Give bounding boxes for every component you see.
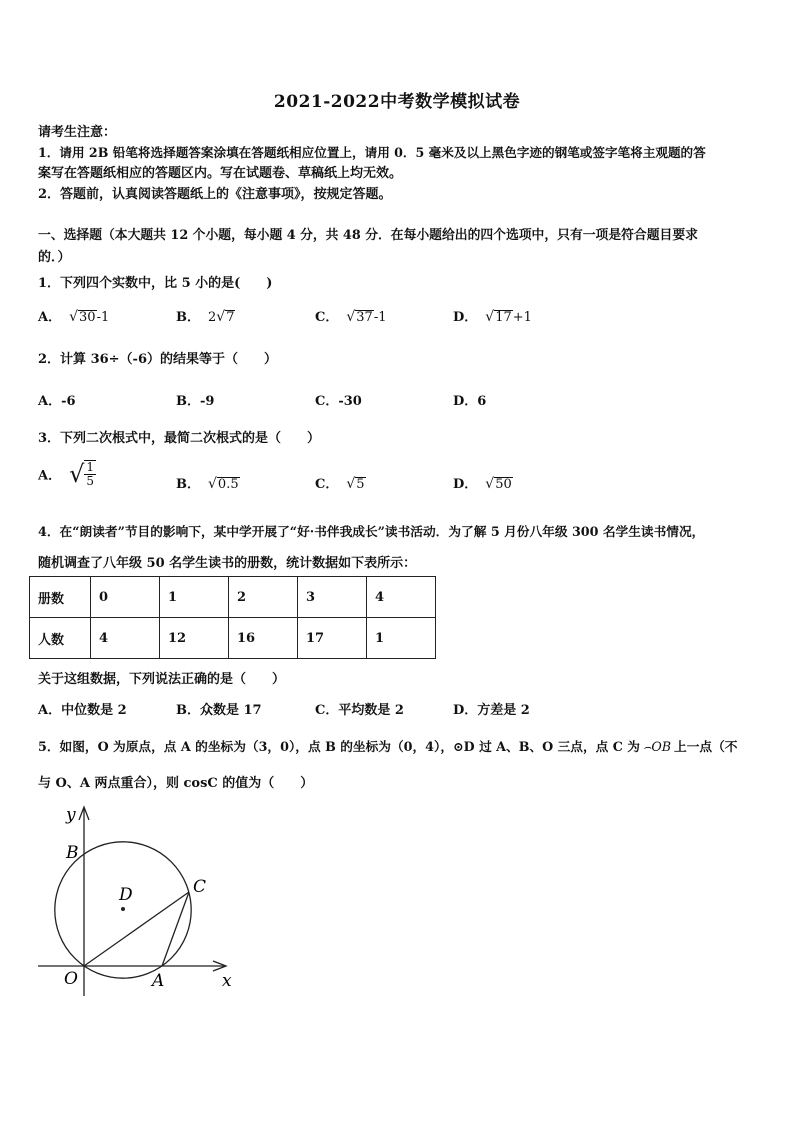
q1-option-d (453, 306, 532, 325)
label-o: O (64, 969, 78, 989)
q5-stem-line-1-start: 5．如图，O 为原点，点 A 的坐标为（3，0），点 B 的坐标为（0，4），⊙D 过 A、B、O 三点，点 C 为 (38, 739, 640, 754)
radical-sign-icon: √ (485, 309, 495, 325)
q4-stem-line-2: 随机调查了八年级 50 名学生读书的册数，统计数据如下表所示： (38, 556, 417, 571)
q1-option-a-label: A． (38, 310, 62, 325)
q3-option-c-label: C． (315, 477, 339, 492)
radical-sign-icon: √ (69, 309, 79, 325)
q2-stem: 2．计算 36÷（-6）的结果等于（ ） (38, 352, 277, 367)
table-cell: 0 (91, 577, 160, 618)
q4-option-b: B．众数是 17 (176, 703, 262, 718)
radical-sign-icon: √ (485, 476, 495, 492)
q1-option-c-radicand: 37 (356, 310, 373, 325)
label-c: C (193, 877, 207, 897)
q3-option-c (315, 473, 366, 492)
section-1-heading-line-2: 的．） (38, 250, 71, 265)
table-cell: 1 (367, 618, 436, 659)
q3-option-a-numerator: 1 (86, 460, 95, 474)
section-1-heading-line-1: 一、选择题（本大题共 12 个小题，每小题 4 分，共 48 分．在每小题给出的四个选项中，只有一项是符合题目要求 (38, 228, 698, 243)
q3-option-d-radicand: 50 (495, 477, 512, 492)
q3-option-b-label: B． (176, 477, 200, 492)
q3-option-c-radicand: 5 (356, 477, 365, 492)
segment-oc (84, 892, 189, 966)
table-cell: 4 (91, 618, 160, 659)
q3-stem: 3．下列二次根式中，最简二次根式的是（ ） (38, 431, 321, 446)
table-row (30, 577, 436, 618)
q3-option-d (453, 473, 513, 492)
q3-option-a-denominator: 5 (86, 474, 95, 489)
notice-item-2: 2．答题前，认真阅读答题纸上的《注意事项》，按规定答题。 (38, 187, 392, 202)
segment-ac (162, 892, 189, 966)
notice-item-1-line-1: 1．请用 2B 铅笔将选择题答案涂填在答题纸相应位置上，请用 0．5 毫米及以上黑色字迹的钢笔或签字笔将主观题的答 (38, 145, 706, 160)
q5-stem-line-2: 与 O、A 两点重合），则 cosC 的值为（ ） (38, 776, 314, 791)
q1-option-c-label: C． (315, 310, 339, 325)
q1-option-c (315, 306, 387, 325)
q1-stem: 1．下列四个实数中，比 5 小的是( ) (38, 276, 273, 291)
q1-option-d-label: D． (453, 310, 478, 325)
q4-stem-line-1: 4．在“朗读者”节目的影响下，某中学开展了“好·书伴我成长”读书活动．为了解 5 月份八年级 300 名学生读书情况， (38, 524, 705, 539)
q1-option-b-label: B． (176, 310, 200, 325)
table-cell: 12 (160, 618, 229, 659)
notice-heading: 请考生注意： (38, 125, 117, 140)
q2-option-d: D．6 (453, 394, 487, 409)
radical-sign-icon: √ (346, 309, 356, 325)
q5-stem-line-1-end: 上一点（不 (674, 739, 738, 754)
q2-option-a: A．-6 (38, 394, 76, 409)
radical-sign-icon: √ (208, 476, 217, 492)
radical-sign-icon: √ (216, 309, 226, 325)
q4-option-c: C．平均数是 2 (315, 703, 404, 718)
table-cell: 1 (160, 577, 229, 618)
q3-option-a-label: A． (38, 468, 62, 484)
paper-title: 2021-2022中考数学模拟试卷 (273, 92, 521, 112)
point-d-dot (121, 907, 125, 911)
q4-question: 关于这组数据，下列说法正确的是（ ） (38, 672, 286, 687)
q1-option-a-tail: -1 (96, 310, 110, 325)
q4-data-table (29, 576, 436, 659)
q1-option-c-tail: -1 (373, 310, 387, 325)
q4-option-d: D．方差是 2 (453, 703, 530, 718)
q1-option-b-radicand: 7 (226, 310, 235, 325)
q1-option-d-radicand: 17 (495, 310, 512, 325)
q5-arc-ob: ⌢OB (642, 739, 672, 754)
q3-option-b-radicand: 0.5 (217, 477, 239, 492)
q1-option-b-coef: 2 (208, 310, 217, 325)
table-cell: 16 (229, 618, 298, 659)
table-cell: 3 (298, 577, 367, 618)
table-cell: 4 (367, 577, 436, 618)
radical-sign-icon: √ (346, 476, 356, 492)
q3-option-d-label: D． (453, 477, 478, 492)
radical-sign-icon: √ (69, 460, 85, 489)
q1-option-d-tail: +1 (512, 310, 532, 325)
label-a: A (152, 971, 165, 991)
table-cell: 2 (229, 577, 298, 618)
table-cell: 人数 (30, 618, 91, 659)
table-cell: 17 (298, 618, 367, 659)
q3-option-b (176, 473, 240, 492)
q4-option-a: A．中位数是 2 (38, 703, 127, 718)
label-b: B (66, 843, 79, 863)
q1-option-a-radicand: 30 (79, 310, 96, 325)
q2-option-b: B．-9 (176, 394, 215, 409)
q1-option-a (38, 306, 109, 325)
table-row (30, 618, 436, 659)
label-y: y (66, 805, 76, 825)
label-x: x (222, 971, 232, 991)
label-d: D (119, 885, 133, 905)
q2-option-c: C．-30 (315, 394, 362, 409)
table-cell: 册数 (30, 577, 91, 618)
notice-item-1-line-2: 案写在答题纸相应的答题区内。写在试题卷、草稿纸上均无效。 (38, 166, 403, 181)
q1-option-b (176, 306, 235, 325)
q3-option-a (38, 460, 96, 488)
q3-option-a-fraction (84, 460, 96, 488)
q5-figure (30, 800, 240, 1000)
q5-stem-line-1 (38, 736, 737, 755)
